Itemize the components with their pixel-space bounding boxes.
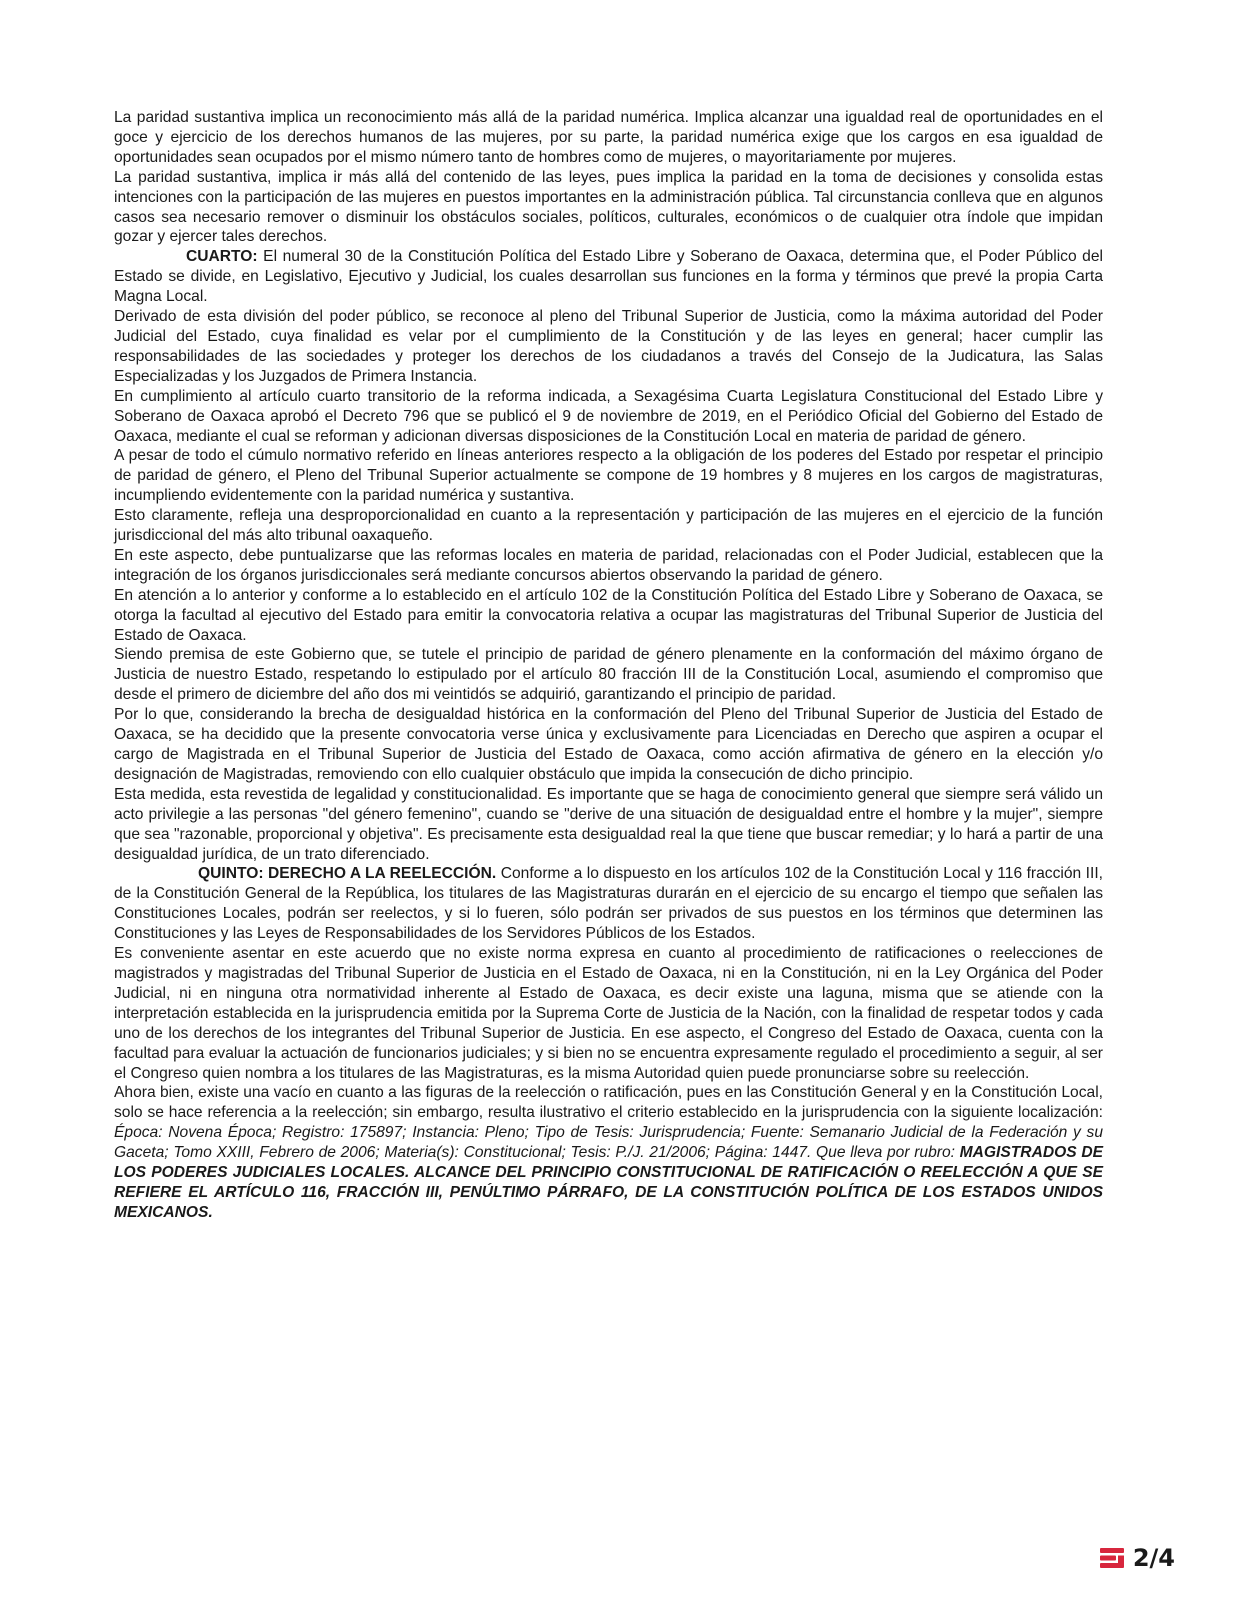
paragraph: Es conveniente asentar en este acuerdo que no existe norma expresa en cuanto al procedimiento de ratificaciones o reelecciones de magistrados y magistradas del Tribunal Superior de Justicia en el Estado de Oaxaca, ni en la Constitución, ni en la Ley Orgánica del Poder Judicial, ni en ninguna otra normatividad inherente al Estado de Oaxaca, es decir existe una laguna, misma que se atiende con la interpretación establecida en la jurisprudencia emitida por la Suprema Corte de Justicia de la Nación, con la finalidad de respetar todos y cada uno de los derechos de los integrantes del Tribunal Superior de Justicia. En ese aspecto, el Congreso del Estado de Oaxaca, cuenta con la facultad para evaluar la actuación de funcionarios judiciales; y si bien no se encuentra expresamente regulado el procedimiento a seguir, al ser el Congreso quien nombra a los titulares de las Magistraturas, es la misma Autoridad quien puede pronunciarse sobre su reelección. — [114, 945, 1103, 1082]
paragraph: Esto claramente, refleja una desproporcionalidad en cuanto a la representación y participación de las mujeres en el ejercicio de la función jurisdiccional del más alto tribunal oaxaqueño. — [114, 507, 1103, 545]
paragraph: Esta medida, esta revestida de legalidad y constitucionalidad. Es importante que se haga de conocimiento general que siempre será válido un acto privilegie a las personas "del género femenino", cuando se "derive de una situación de desigualdad entre el hombre y la mujer", siempre que sea "razonable, proporcional y objetiva". Es precisamente esta desigualdad real la que tiene que buscar remediar; y lo hará a partir de una desigualdad jurídica, de un trato diferenciado. — [114, 785, 1103, 863]
section-heading-quinto: QUINTO: DERECHO A LA REELECCIÓN. — [198, 865, 497, 883]
paragraph-cuarto — [114, 247, 1103, 307]
citation-text: Época: Novena Época; Registro: 175897; Instancia: Pleno; Tipo de Tesis: Jurisprudencia; Fuente: Semanario Judicial de la Federación y su Gaceta; Tomo XXIII, Febrero de 2006; Materia(s): Constitucional; Tesis: P./J. 21/2006; Página: 1447. Que lleva por rubro: — [114, 1124, 1103, 1162]
paragraph: La paridad sustantiva implica un reconocimiento más allá de la paridad numérica. Implica alcanzar una igualdad real de oportunidades en el goce y ejercicio de los derechos humanos de las mujeres, por su parte, la paridad numérica exige que los cargos en esa igualdad de oportunidades sean ocupados por el mismo número tanto de hombres como de mujeres, o mayoritariamente por mujeres. — [114, 109, 1103, 166]
section-heading-cuarto: CUARTO: — [186, 248, 258, 266]
page-footer — [1099, 1544, 1175, 1572]
paragraph: En este aspecto, debe puntualizarse que las reformas locales en materia de paridad, relacionadas con el Poder Judicial, establecen que la integración de los órganos jurisdiccionales será mediante concursos abiertos observando la paridad de género. — [114, 546, 1103, 584]
paragraph: La paridad sustantiva, implica ir más allá del contenido de las leyes, pues implica la paridad en la toma de decisiones y consolida estas intenciones con la participación de las mujeres en puestos importantes en la administración pública. Tal circunstancia conlleva que en algunos casos sea necesario remover o disminuir los obstáculos sociales, políticos, culturales, económicos o de cualquier otra índole que impidan gozar y ejercer tales derechos. — [114, 168, 1103, 246]
document-body — [114, 108, 1103, 1223]
paragraph-jurisprudencia — [114, 1083, 1103, 1222]
paragraph-text: El numeral 30 de la Constitución Política del Estado Libre y Soberano de Oaxaca, determina que, el Poder Público del Estado se divide, en Legislativo, Ejecutivo y Judicial, los cuales desarrollan sus funciones en la forma y términos que prevé la propia Carta Magna Local. — [114, 248, 1103, 306]
paragraph-text: Ahora bien, existe una vacío en cuanto a las figuras de la reelección o ratificación, pues en las Constitución General y en la Constitución Local, solo se hace referencia a la reelección; sin embargo, resulta ilustrativo el criterio establecido en la jurisprudencia con la siguiente localización: — [114, 1084, 1103, 1122]
gobierno-logo-icon — [1099, 1545, 1125, 1571]
paragraph: En atención a lo anterior y conforme a lo establecido en el artículo 102 de la Constitución Política del Estado Libre y Soberano de Oaxaca, se otorga la facultad al ejecutivo del Estado para emitir la convocatoria relativa a ocupar las magistraturas del Tribunal Superior de Justicia del Estado de Oaxaca. — [114, 586, 1103, 644]
paragraph: En cumplimiento al artículo cuarto transitorio de la reforma indicada, a Sexagésima Cuarta Legislatura Constitucional del Estado Libre y Soberano de Oaxaca aprobó el Decreto 796 que se publicó el 9 de noviembre de 2019, en el Periódico Oficial del Gobierno del Estado de Oaxaca, mediante el cual se reforman y adicionan diversas disposiciones de la Constitución Local en materia de paridad de género. — [114, 387, 1103, 445]
paragraph: Derivado de esta división del poder público, se reconoce al pleno del Tribunal Superior de Justicia, como la máxima autoridad del Poder Judicial del Estado, cuya finalidad es velar por el cumplimiento de la Constitución y de las leyes en general; hacer cumplir las responsabilidades de las sociedades y proteger los derechos de los ciudadanos a través del Consejo de la Judicatura, las Salas Especializadas y los Juzgados de Primera Instancia. — [114, 308, 1103, 385]
paragraph-quinto — [114, 864, 1103, 944]
paragraph: Por lo que, considerando la brecha de desigualdad histórica en la conformación del Pleno del Tribunal Superior de Justicia del Estado de Oaxaca, se ha decidido que la presente convocatoria verse única y exclusivamente para Licenciadas en Derecho que aspiren a ocupar el cargo de Magistrada en el Tribunal Superior de Justicia del Estado de Oaxaca, como acción afirmativa de género en la elección y/o designación de Magistradas, removiendo con ello cualquier obstáculo que impida la consecución de dicho principio. — [114, 706, 1103, 783]
paragraph: Siendo premisa de este Gobierno que, se tutele el principio de paridad de género plenamente en la conformación del máximo órgano de Justicia de nuestro Estado, respetando lo estipulado por el artículo 80 fracción III de la Constitución Local, asumiendo el compromiso que desde el primero de diciembre del año dos mi veintidós se adquirió, garantizando el principio de paridad. — [114, 646, 1103, 704]
paragraph: A pesar de todo el cúmulo normativo referido en líneas anteriores respecto a la obligación de los poderes del Estado por respetar el principio de paridad de género, el Pleno del Tribunal Superior actualmente se compone de 19 hombres y 8 mujeres en los cargos de magistraturas, incumpliendo evidentemente con la paridad numérica y sustantiva. — [114, 447, 1103, 505]
page-number: 2/4 — [1132, 1544, 1175, 1572]
paragraph-text: Conforme a lo dispuesto en los artículos 102 de la Constitución Local y 116 fracción III, de la Constitución General de la República, los titulares de las Magistraturas durarán en el ejercicio de su encargo el tiempo que señalen las Constituciones Locales, podrán ser reelectos, y si lo fueren, sólo podrán ser privados de sus puestos en los términos que determinen las Constituciones y las Leyes de Responsabilidades de los Servidores Públicos de los Estados. — [114, 865, 1103, 943]
citation-heading: MAGISTRADOS DE LOS PODERES JUDICIALES LOCALES. ALCANCE DEL PRINCIPIO CONSTITUCIONAL DE RATIFICACIÓN O REELECCIÓN A QUE SE REFIERE EL ARTÍCULO 116, FRACCIÓN III, PENÚLTIMO PÁRRAFO, DE LA CONSTITUCIÓN POLÍTICA DE LOS ESTADOS UNIDOS MEXICANOS. — [114, 1144, 1103, 1221]
